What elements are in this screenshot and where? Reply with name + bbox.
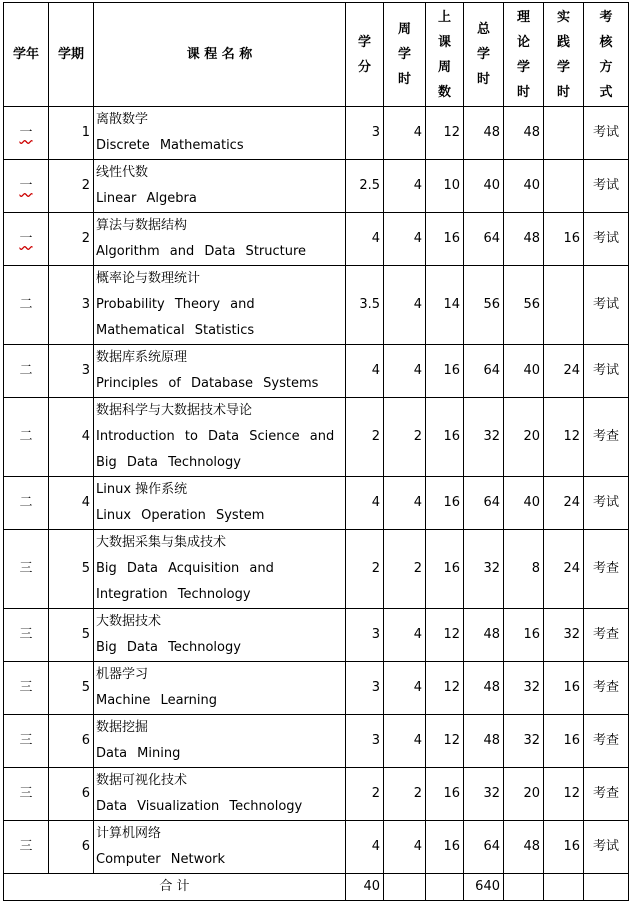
year-cell: 三 <box>4 609 49 662</box>
weeks-cell: 16 <box>426 213 464 266</box>
practice-hours-cell: 12 <box>544 398 584 477</box>
theory-hours-cell: 32 <box>504 715 544 768</box>
term-cell: 5 <box>49 609 94 662</box>
theory-hours-cell: 48 <box>504 213 544 266</box>
course-name-cn: 数据库系统原理 <box>96 350 188 365</box>
practice-hours-cell: 16 <box>544 662 584 715</box>
weekly-hours-cell: 4 <box>384 345 426 398</box>
weekly-hours-cell: 4 <box>384 213 426 266</box>
year-cell: 三 <box>4 768 49 821</box>
course-name-en: Principles of Database Systems <box>96 376 319 391</box>
table-row <box>4 266 629 345</box>
practice-hours-cell <box>544 107 584 160</box>
course-name-cell <box>94 213 346 266</box>
total-empty <box>504 874 544 901</box>
practice-hours-cell: 24 <box>544 345 584 398</box>
term-cell: 1 <box>49 107 94 160</box>
course-name-cn: 数据挖掘 <box>96 720 149 735</box>
total-hours: 640 <box>464 874 504 901</box>
course-name-en: Linear Algebra <box>96 191 197 206</box>
year-cell: 一 <box>4 160 49 213</box>
weekly-hours-cell: 4 <box>384 662 426 715</box>
table-row <box>4 477 629 530</box>
weeks-cell: 16 <box>426 345 464 398</box>
credit-cell: 2 <box>346 398 384 477</box>
weeks-cell: 16 <box>426 398 464 477</box>
course-table <box>3 2 629 901</box>
assessment-cell: 考试 <box>584 160 629 213</box>
course-name-en: Algorithm and Data Structure <box>96 244 307 259</box>
total-hours-cell: 56 <box>464 266 504 345</box>
credit-cell: 4 <box>346 821 384 874</box>
weeks-cell: 12 <box>426 107 464 160</box>
course-name-cell <box>94 345 346 398</box>
course-name-cell <box>94 160 346 213</box>
course-name-en: Computer Network <box>96 852 226 867</box>
theory-hours-cell: 40 <box>504 345 544 398</box>
course-name-cell <box>94 530 346 609</box>
theory-hours-cell: 16 <box>504 609 544 662</box>
table-row <box>4 715 629 768</box>
term-cell: 5 <box>49 530 94 609</box>
weekly-hours-cell: 4 <box>384 266 426 345</box>
course-name-cell <box>94 715 346 768</box>
table-row <box>4 609 629 662</box>
term-cell: 6 <box>49 715 94 768</box>
assessment-cell: 考查 <box>584 768 629 821</box>
year-cell: 二 <box>4 477 49 530</box>
practice-hours-cell: 32 <box>544 609 584 662</box>
table-row <box>4 662 629 715</box>
year-cell: 三 <box>4 662 49 715</box>
assessment-cell: 考试 <box>584 345 629 398</box>
table-row <box>4 160 629 213</box>
course-name-cn: Linux 操作系统 <box>96 482 188 497</box>
total-empty <box>384 874 426 901</box>
course-name-cell <box>94 662 346 715</box>
year-cell: 三 <box>4 821 49 874</box>
weekly-hours-cell: 4 <box>384 107 426 160</box>
total-hours-cell: 64 <box>464 213 504 266</box>
weekly-hours-cell: 2 <box>384 530 426 609</box>
weekly-hours-cell: 4 <box>384 160 426 213</box>
total-hours-cell: 48 <box>464 609 504 662</box>
term-cell: 4 <box>49 477 94 530</box>
credit-cell: 2 <box>346 768 384 821</box>
header-practice-hours: 实 践 学 时 <box>544 3 584 107</box>
weeks-cell: 10 <box>426 160 464 213</box>
header-total-hours: 总 学 时 <box>464 3 504 107</box>
credit-cell: 4 <box>346 345 384 398</box>
header-theory-hours: 理 论 学 时 <box>504 3 544 107</box>
year-cell: 二 <box>4 345 49 398</box>
course-name-cn: 数据科学与大数据技术导论 <box>96 403 253 418</box>
course-name-en: Introduction to Data Science and Big Data Technology <box>96 429 335 470</box>
theory-hours-cell: 48 <box>504 821 544 874</box>
weeks-cell: 16 <box>426 821 464 874</box>
total-hours-cell: 48 <box>464 662 504 715</box>
credit-cell: 3 <box>346 662 384 715</box>
assessment-cell: 考试 <box>584 107 629 160</box>
header-weekly-hours: 周 学 时 <box>384 3 426 107</box>
course-name-cn: 线性代数 <box>96 165 149 180</box>
credit-cell: 3 <box>346 715 384 768</box>
course-name-cell <box>94 266 346 345</box>
credit-cell: 2 <box>346 530 384 609</box>
total-hours-cell: 32 <box>464 398 504 477</box>
weeks-cell: 12 <box>426 715 464 768</box>
course-name-cell <box>94 398 346 477</box>
course-name-cn: 离散数学 <box>96 112 149 127</box>
table-row <box>4 530 629 609</box>
weeks-cell: 12 <box>426 662 464 715</box>
course-name-cell <box>94 107 346 160</box>
table-row <box>4 768 629 821</box>
term-cell: 3 <box>49 345 94 398</box>
practice-hours-cell <box>544 160 584 213</box>
year-cell: 一 <box>4 213 49 266</box>
course-name-en: Probability Theory and Mathematical Statistics <box>96 297 255 338</box>
term-cell: 4 <box>49 398 94 477</box>
course-name-cn: 数据可视化技术 <box>96 773 188 788</box>
assessment-cell: 考查 <box>584 662 629 715</box>
header-term: 学期 <box>49 3 94 107</box>
assessment-cell: 考试 <box>584 821 629 874</box>
course-name-en: Big Data Technology <box>96 640 241 655</box>
weekly-hours-cell: 4 <box>384 821 426 874</box>
weeks-cell: 16 <box>426 477 464 530</box>
table-row <box>4 107 629 160</box>
assessment-cell: 考查 <box>584 609 629 662</box>
term-cell: 2 <box>49 213 94 266</box>
term-cell: 3 <box>49 266 94 345</box>
total-label: 合 计 <box>4 874 346 901</box>
header-weeks: 上 课 周 数 <box>426 3 464 107</box>
table-row <box>4 398 629 477</box>
practice-hours-cell: 16 <box>544 821 584 874</box>
course-name-cn: 计算机网络 <box>96 826 162 841</box>
term-cell: 2 <box>49 160 94 213</box>
header-assessment: 考 核 方 式 <box>584 3 629 107</box>
course-name-en: Linux Operation System <box>96 508 265 523</box>
weeks-cell: 16 <box>426 768 464 821</box>
year-cell: 一 <box>4 107 49 160</box>
course-name-cn: 算法与数据结构 <box>96 218 188 233</box>
course-name-cn: 大数据技术 <box>96 614 162 629</box>
term-cell: 6 <box>49 821 94 874</box>
course-name-en: Machine Learning <box>96 693 217 708</box>
theory-hours-cell: 20 <box>504 398 544 477</box>
assessment-cell: 考查 <box>584 530 629 609</box>
total-hours-cell: 64 <box>464 345 504 398</box>
course-name-en: Discrete Mathematics <box>96 138 244 153</box>
weekly-hours-cell: 2 <box>384 768 426 821</box>
total-hours-cell: 64 <box>464 821 504 874</box>
table-row <box>4 213 629 266</box>
credit-cell: 4 <box>346 477 384 530</box>
theory-hours-cell: 40 <box>504 160 544 213</box>
course-name-cell <box>94 609 346 662</box>
course-name-cn: 机器学习 <box>96 667 149 682</box>
total-hours-cell: 48 <box>464 107 504 160</box>
total-hours-cell: 32 <box>464 530 504 609</box>
course-name-en: Data Mining <box>96 746 181 761</box>
credit-cell: 3.5 <box>346 266 384 345</box>
weeks-cell: 12 <box>426 609 464 662</box>
term-cell: 6 <box>49 768 94 821</box>
theory-hours-cell: 48 <box>504 107 544 160</box>
header-year: 学年 <box>4 3 49 107</box>
total-hours-cell: 48 <box>464 715 504 768</box>
total-empty <box>544 874 584 901</box>
course-rows <box>4 107 629 874</box>
credit-cell: 2.5 <box>346 160 384 213</box>
year-cell: 三 <box>4 715 49 768</box>
total-hours-cell: 32 <box>464 768 504 821</box>
credit-cell: 3 <box>346 107 384 160</box>
theory-hours-cell: 20 <box>504 768 544 821</box>
table-row <box>4 345 629 398</box>
assessment-cell: 考试 <box>584 477 629 530</box>
credit-cell: 4 <box>346 213 384 266</box>
course-name-cell <box>94 477 346 530</box>
course-name-cn: 大数据采集与集成技术 <box>96 535 227 550</box>
weekly-hours-cell: 2 <box>384 398 426 477</box>
theory-hours-cell: 56 <box>504 266 544 345</box>
total-credit: 40 <box>346 874 384 901</box>
year-cell: 二 <box>4 266 49 345</box>
weekly-hours-cell: 4 <box>384 715 426 768</box>
practice-hours-cell: 16 <box>544 715 584 768</box>
practice-hours-cell: 24 <box>544 530 584 609</box>
term-cell: 5 <box>49 662 94 715</box>
credit-cell: 3 <box>346 609 384 662</box>
course-name-cn: 概率论与数理统计 <box>96 271 201 286</box>
year-cell: 二 <box>4 398 49 477</box>
header-row <box>4 3 629 107</box>
weeks-cell: 14 <box>426 266 464 345</box>
theory-hours-cell: 32 <box>504 662 544 715</box>
year-cell: 三 <box>4 530 49 609</box>
practice-hours-cell <box>544 266 584 345</box>
total-hours-cell: 64 <box>464 477 504 530</box>
practice-hours-cell: 16 <box>544 213 584 266</box>
course-name-cell <box>94 768 346 821</box>
course-name-en: Data Visualization Technology <box>96 799 303 814</box>
practice-hours-cell: 12 <box>544 768 584 821</box>
total-empty <box>426 874 464 901</box>
weeks-cell: 16 <box>426 530 464 609</box>
assessment-cell: 考试 <box>584 213 629 266</box>
theory-hours-cell: 40 <box>504 477 544 530</box>
practice-hours-cell: 24 <box>544 477 584 530</box>
table-row <box>4 821 629 874</box>
header-credit: 学 分 <box>346 3 384 107</box>
total-hours-cell: 40 <box>464 160 504 213</box>
total-empty <box>584 874 629 901</box>
weekly-hours-cell: 4 <box>384 477 426 530</box>
assessment-cell: 考试 <box>584 266 629 345</box>
course-name-cell <box>94 821 346 874</box>
course-name-en: Big Data Acquisition and Integration Technology <box>96 561 274 602</box>
assessment-cell: 考查 <box>584 715 629 768</box>
header-course-name: 课 程 名 称 <box>94 3 346 107</box>
total-row <box>4 874 629 901</box>
theory-hours-cell: 8 <box>504 530 544 609</box>
assessment-cell: 考查 <box>584 398 629 477</box>
weekly-hours-cell: 4 <box>384 609 426 662</box>
